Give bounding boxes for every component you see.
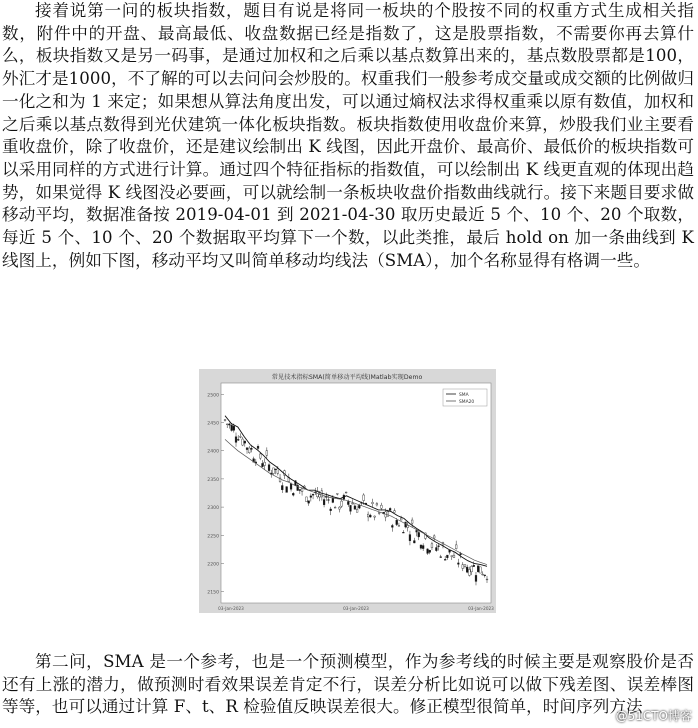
candle-body xyxy=(354,506,356,509)
x-tick-label: 03-Jan-2023 xyxy=(218,606,244,611)
candle-body xyxy=(433,536,435,538)
candle-body xyxy=(429,550,431,552)
body-paragraph-2: 第二问，SMA 是一个参考，也是一个预测模型，作为参考线的时候主要是观察股价是否还有上涨的潜力，做预测时看效果误差肯定不行，误差分析比如说可以做下残差图、误差棒图等等，也可以通过计算 F、t、R 检验值反映误差很大。修正模型很简单，时间序列方法 xyxy=(2,652,694,717)
candle-body xyxy=(306,497,308,502)
candle-body xyxy=(301,488,303,491)
candle-body xyxy=(460,554,462,555)
candle-body xyxy=(273,468,275,474)
candle-body xyxy=(266,451,268,455)
candle-body xyxy=(328,500,330,501)
candle-body xyxy=(413,541,415,543)
candle-body xyxy=(332,498,334,502)
candle-body xyxy=(352,503,354,504)
candle-body xyxy=(431,544,433,548)
plot-area xyxy=(221,383,491,603)
legend-entry: SMA20 xyxy=(459,400,475,405)
candle-body xyxy=(244,441,246,443)
candle-body xyxy=(257,446,259,448)
candle-body xyxy=(374,516,376,517)
candle-body xyxy=(475,575,477,581)
candle-body xyxy=(268,465,270,471)
candle-body xyxy=(477,566,479,572)
y-tick-label: 2150 xyxy=(207,590,219,596)
candle-body xyxy=(275,469,277,470)
candle-body xyxy=(334,507,336,508)
candle-body xyxy=(453,555,455,557)
candle-body xyxy=(468,569,470,575)
candle-body xyxy=(290,484,292,490)
candle-body xyxy=(422,546,424,549)
x-tick-label: 03-Jan-2023 xyxy=(343,606,369,611)
candle-body xyxy=(409,535,411,541)
candle-body xyxy=(286,487,288,493)
candle-body xyxy=(418,532,420,536)
candle-body xyxy=(402,532,404,533)
candle-body xyxy=(405,522,407,527)
candle-body xyxy=(427,549,429,553)
body-paragraph-1: 接着说第一问的板块指数，题目有说是将同一板块的个股按不同的权重方式生成相关指数，附件中的开盘、最高最低、收盘数据已经是指数了，这是股票指数，不需要你再去算什么，板块指数又是另一码事，是通过加权和之后乘以基点数算出来的，基点数股票都是100，外汇才是1000，不了解的可以去问问会炒股的。权重我们一般参考成交量或成交额的比例做归一化之和为 1 来定；如果想从算法角度出发，可以通过熵权法求得权重乘以原有数值，加权和之后乘以基点数得到光伏建筑一体化板块指数。板块指数使用收盘价来算，炒股我们业主要看重收盘价，除了收盘价，还是建议绘制出 K 线图，因此开盘价、最高价、最低价的板块指数可以采用同样的方式进行计算。通过四个特征指标的指数值，可以绘制出 K 线更直观的体现出趋势，如果觉得 K 线图没必要画，可以就绘制一条板块收盘价指数曲线就行。接下来题目要求做移动平均，数据准备按 2019-04-01 到 2021-04-30 取历史最近 5 个、10 个、20 个取数，每近 5 个、10 个、20 个数据取平均算下一个数，以此类推，最后 hold on 加一条曲线到 K 线图上，例如下图，移动平均又叫简单移动均线法（SMA），加个名称显得有格调一些。 xyxy=(2,1,694,270)
candle-body xyxy=(380,505,382,508)
candle-body xyxy=(482,574,484,575)
candle-body xyxy=(363,495,365,501)
candle-body xyxy=(264,462,266,465)
candle-body xyxy=(341,501,343,506)
candle-body xyxy=(248,448,250,453)
candle-body xyxy=(438,546,440,547)
candle-body xyxy=(319,495,321,498)
candle-body xyxy=(237,439,239,440)
candle-body xyxy=(240,436,242,437)
candle-body xyxy=(486,579,488,580)
candle-body xyxy=(484,575,486,576)
candle-body xyxy=(372,502,374,503)
candle-body xyxy=(339,507,341,509)
candle-body xyxy=(281,486,283,490)
y-tick-label: 2250 xyxy=(207,534,219,540)
candle-body xyxy=(224,420,226,421)
sma-chart-svg xyxy=(199,369,496,613)
candle-body xyxy=(233,426,235,430)
candle-body xyxy=(446,555,448,558)
candle-body xyxy=(400,518,402,520)
candle-body xyxy=(242,439,244,445)
chart-title: 常见技术指标SMA(简单移动平均线)Matlab实现Demo xyxy=(271,374,423,381)
x-tick-label: 03-Jan-2023 xyxy=(468,606,494,611)
y-tick-label: 2350 xyxy=(207,477,219,483)
candle-body xyxy=(391,525,393,527)
candle-body xyxy=(226,424,228,425)
candle-body xyxy=(451,556,453,557)
candle-body xyxy=(420,545,422,548)
candle-body xyxy=(345,492,347,493)
candle-body xyxy=(330,509,332,511)
y-tick-label: 2450 xyxy=(207,421,219,427)
candle-body xyxy=(323,500,325,505)
candle-body xyxy=(471,566,473,572)
candle-body xyxy=(231,425,233,430)
candle-body xyxy=(299,489,301,490)
candle-body xyxy=(416,530,418,532)
candle-body xyxy=(473,565,475,566)
candle-body xyxy=(336,493,338,494)
watermark: @51CTO博客 xyxy=(615,709,692,723)
candle-body xyxy=(444,559,446,560)
candle-body xyxy=(358,505,360,508)
candle-body xyxy=(350,505,352,511)
y-tick-label: 2300 xyxy=(207,506,219,512)
candle-body xyxy=(435,548,437,551)
candle-body xyxy=(312,494,314,495)
candle-body xyxy=(308,501,310,503)
legend-entry: SMA xyxy=(459,393,469,398)
y-tick-label: 2400 xyxy=(207,449,219,455)
candle-body xyxy=(367,514,369,517)
y-tick-label: 2200 xyxy=(207,562,219,568)
candle-body xyxy=(389,508,391,510)
candle-body xyxy=(398,525,400,526)
sma-chart-figure xyxy=(199,369,496,613)
candle-body xyxy=(369,515,371,517)
candle-body xyxy=(246,448,248,450)
candle-body xyxy=(292,493,294,495)
candle-body xyxy=(277,469,279,474)
candle-body xyxy=(396,520,398,524)
candle-body xyxy=(235,437,237,443)
candle-body xyxy=(356,509,358,512)
candle-body xyxy=(251,448,253,449)
candle-body xyxy=(229,424,231,425)
candle-body xyxy=(411,520,413,523)
candle-body xyxy=(462,565,464,569)
candle-body xyxy=(394,511,396,512)
candle-body xyxy=(466,567,468,572)
y-tick-label: 2500 xyxy=(207,393,219,399)
candle-body xyxy=(259,454,261,458)
candle-body xyxy=(455,545,457,549)
candle-body xyxy=(378,513,380,514)
candle-body xyxy=(262,463,264,466)
candle-body xyxy=(464,565,466,567)
candle-body xyxy=(457,563,459,564)
candle-body xyxy=(347,501,349,504)
candle-body xyxy=(479,567,481,573)
candle-body xyxy=(376,504,378,505)
candle-body xyxy=(440,557,442,558)
candle-body xyxy=(310,496,312,498)
candle-body xyxy=(407,525,409,527)
